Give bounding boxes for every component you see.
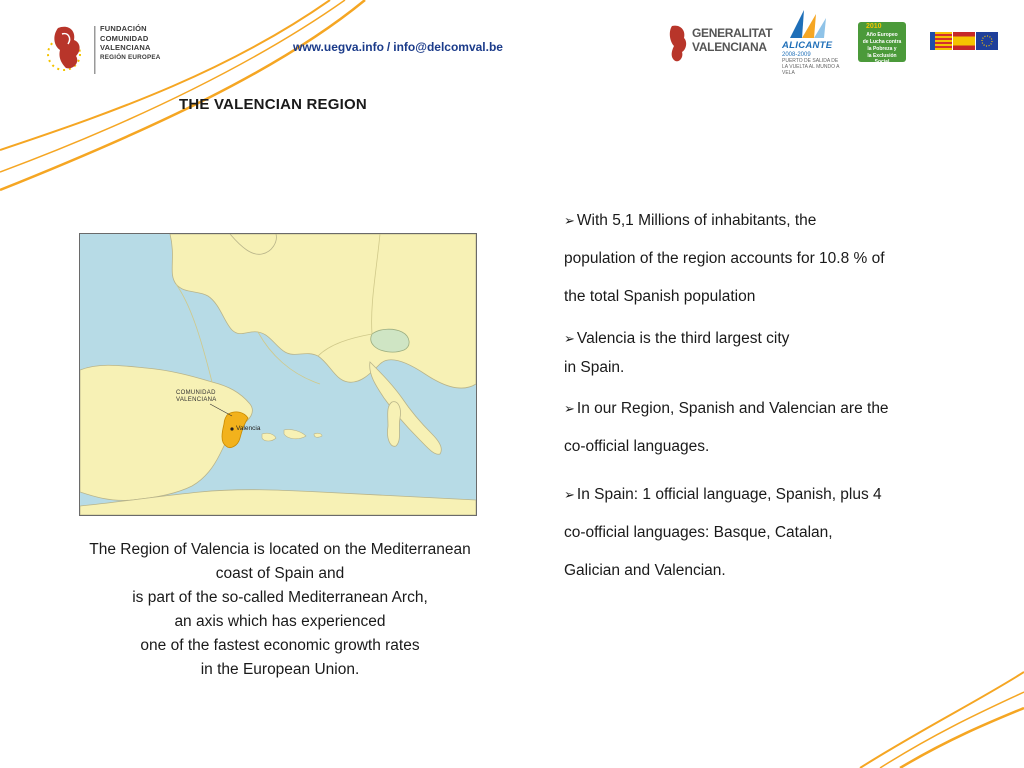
alicante-years: 2008-2009 xyxy=(782,52,811,58)
email-link[interactable]: info@delcomval.be xyxy=(393,40,503,54)
arrow-bullet-icon: ➢ xyxy=(564,213,575,228)
map-region-label xyxy=(176,390,217,404)
caption-line-5: one of the fastest economic growth rates xyxy=(140,637,420,654)
org-line-4: REGIÓN EUROPEA xyxy=(100,53,161,61)
flags xyxy=(930,32,998,50)
spain-flag-icon xyxy=(953,32,975,50)
eu-flag-icon xyxy=(976,32,998,50)
page-title: THE VALENCIAN REGION xyxy=(179,96,367,113)
caption-line-4: an axis which has experienced xyxy=(174,613,386,630)
fact-bullet xyxy=(564,390,994,466)
map-region-label-line-1: COMUNIDAD xyxy=(176,390,216,396)
link-separator: / xyxy=(386,40,391,54)
fact-4-line-3: Galician and Valencian. xyxy=(564,562,726,579)
facts-list xyxy=(564,202,994,590)
alicante-logo xyxy=(776,8,840,76)
fact-1-line-3: the total Spanish population xyxy=(564,288,756,305)
caption-line-1: The Region of Valencia is located on the Mediterranean xyxy=(89,541,471,558)
org-line-1: FUNDACIÓN xyxy=(100,24,147,33)
fact-3-line-2: co-official languages. xyxy=(564,438,710,455)
arrow-bullet-icon: ➢ xyxy=(564,487,575,502)
fact-bullet xyxy=(564,476,994,590)
fact-1-line-2: population of the region accounts for 10.8 % of xyxy=(564,250,885,267)
arrow-bullet-icon: ➢ xyxy=(564,331,575,346)
alicante-subtitle: PUERTO DE SALIDA DE LA VUELTA AL MUNDO A VELA xyxy=(782,58,840,76)
fact-2-line-2: in Spain. xyxy=(564,359,625,376)
caption-line-6: in the European Union. xyxy=(200,661,360,678)
region-map xyxy=(79,233,477,516)
fact-3-line-1: In our Region, Spanish and Valencian are the xyxy=(576,400,889,417)
map-region-label-line-2: VALENCIANA xyxy=(176,397,217,403)
fact-bullet xyxy=(564,202,994,316)
year-line-2: de Lucha contra xyxy=(862,39,902,45)
map-city-label: Valencia xyxy=(236,425,261,432)
org-line-3: VALENCIANA xyxy=(100,43,151,52)
year-line-1: Año Europeo xyxy=(866,32,898,38)
caption-line-3: is part of the so-called Mediterranean Arch, xyxy=(132,589,428,606)
contact-links xyxy=(293,40,503,54)
year-line-4: la Exclusión Social xyxy=(867,53,897,65)
arrow-bullet-icon: ➢ xyxy=(564,401,575,416)
fundacion-logo xyxy=(28,20,108,78)
generalitat-valenciana-logo xyxy=(668,22,773,66)
fundacion-name xyxy=(100,24,200,62)
year-line-3: la Pobreza y xyxy=(867,46,897,52)
year-badge: 2010 xyxy=(866,23,882,30)
alicante-wordmark: ALICANTE xyxy=(782,40,833,51)
fact-2-line-1: Valencia is the third largest city xyxy=(576,330,790,347)
org-line-2: COMUNIDAD xyxy=(100,33,149,43)
valencia-flag-icon xyxy=(930,32,952,50)
gv-line-1: GENERALITAT xyxy=(692,26,773,40)
caption-line-2: coast of Spain and xyxy=(215,565,345,582)
fact-4-line-2: co-official languages: Basque, Catalan, xyxy=(564,524,833,541)
european-year-2010-logo xyxy=(858,22,906,65)
fact-bullet xyxy=(564,322,994,380)
fact-4-line-1: In Spain: 1 official language, Spanish, plus 4 xyxy=(576,486,882,503)
map-caption xyxy=(30,538,530,682)
website-link[interactable]: www.uegva.info xyxy=(293,40,384,54)
fact-1-line-1: With 5,1 Millions of inhabitants, the xyxy=(576,212,817,229)
gv-line-2: VALENCIANA xyxy=(692,40,767,54)
